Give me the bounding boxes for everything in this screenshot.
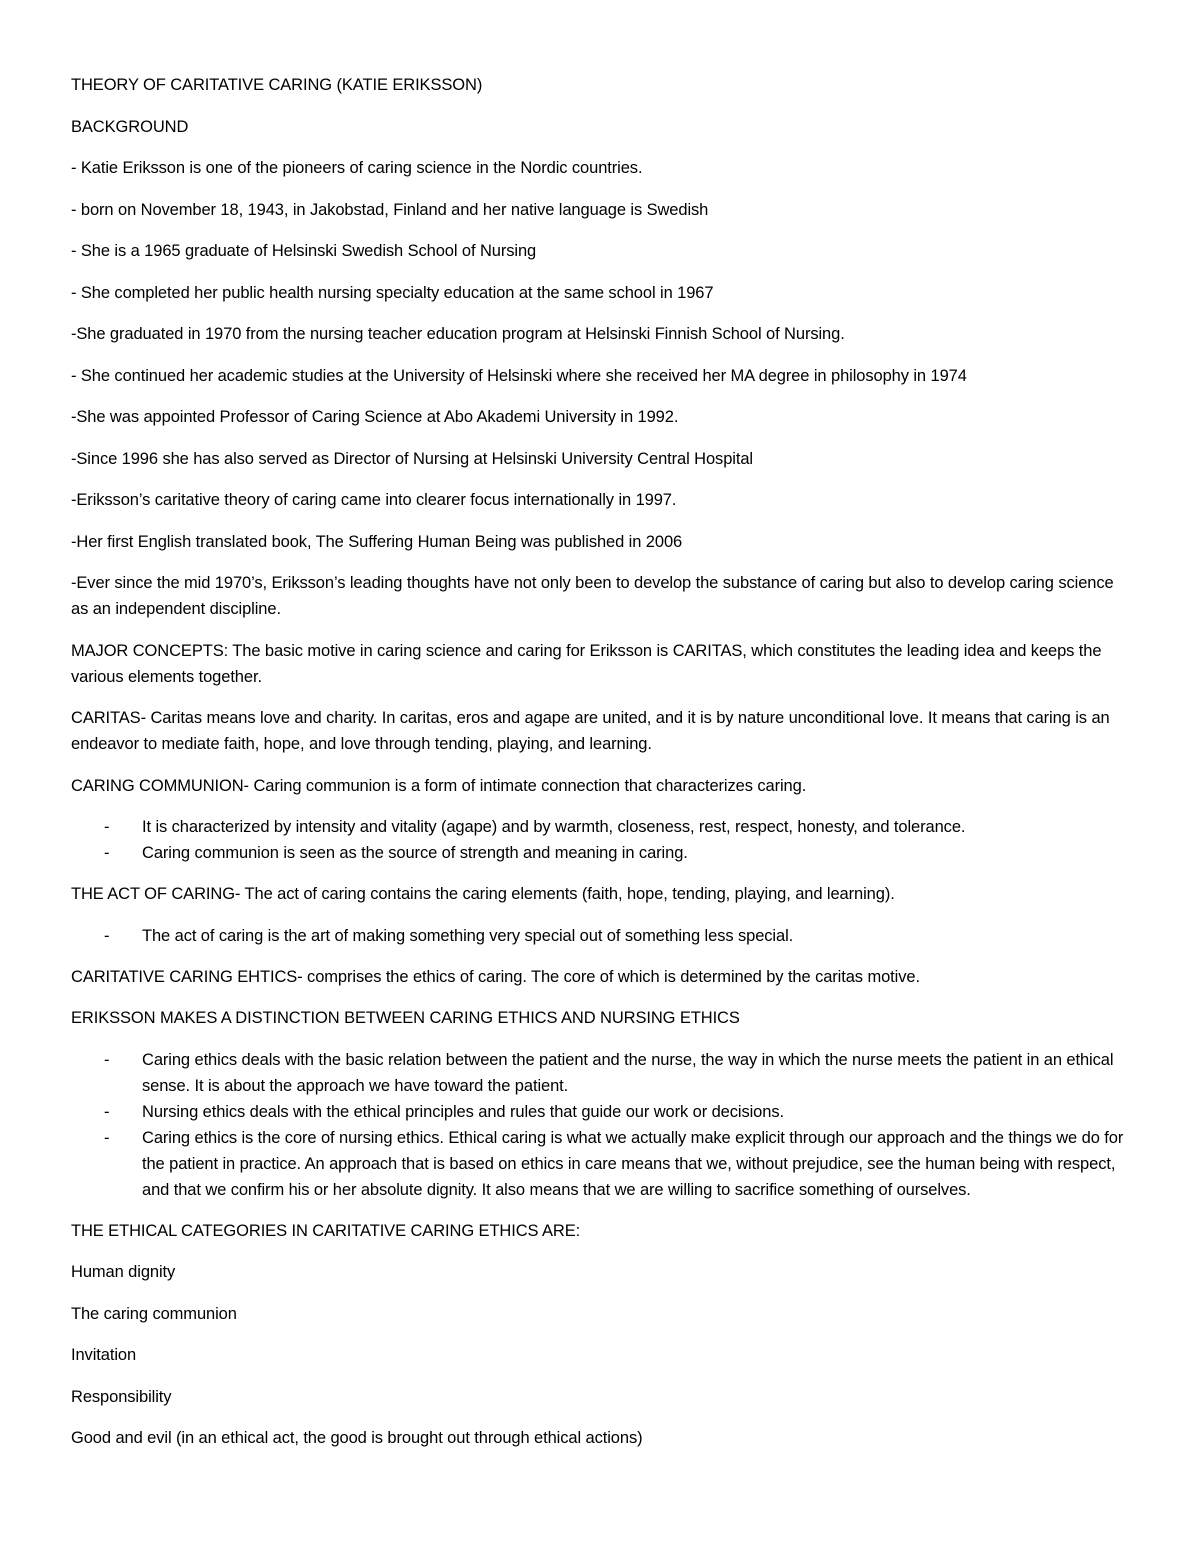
list-item <box>71 814 1131 840</box>
dash-bullet: - <box>104 1050 110 1069</box>
caring-communion-paragraph: CARING COMMUNION- Caring communion is a form of intimate connection that characterizes caring. <box>71 776 807 795</box>
list-item <box>71 1099 1131 1125</box>
list-item-text: Caring ethics is the core of nursing ethics. Ethical caring is what we actually make explicit through our approach and the things we do for the patient in practice. An approach that is based on ethics in care means that we, without prejudice, see the human being with respect, and that we confirm his or her absolute dignity. It also means that we are willing to sacrifice something of ourselves. <box>142 1128 1124 1199</box>
list-item <box>71 840 1131 866</box>
dash-bullet: - <box>104 1102 110 1121</box>
category-item: The caring communion <box>71 1304 237 1323</box>
background-item: -Ever since the mid 1970’s, Eriksson’s leading thoughts have not only been to develop the substance of caring but also to develop caring science as an independent discipline. <box>71 574 1114 618</box>
list-item-text: The act of caring is the art of making something very special out of something less special. <box>142 926 794 945</box>
distinction-list <box>71 1047 1131 1203</box>
category-item: Good and evil (in an ethical act, the good is brought out through ethical actions) <box>71 1429 643 1447</box>
caritative-ethics-paragraph: CARITATIVE CARING EHTICS- comprises the ethics of caring. The core of which is determined by the caritas motive. <box>71 967 920 986</box>
list-item <box>71 923 1131 949</box>
background-item: -Her first English translated book, The Suffering Human Being was published in 2006 <box>71 532 683 551</box>
dash-bullet: - <box>104 844 110 862</box>
category-item: Human dignity <box>71 1263 176 1281</box>
background-item: - born on November 18, 1943, in Jakobstad, Finland and her native language is Swedish <box>71 200 709 219</box>
background-item: - She continued her academic studies at the University of Helsinski where she received her MA degree in philosophy in 1974 <box>71 366 967 385</box>
background-item: - She completed her public health nursing specialty education at the same school in 1967 <box>71 283 714 302</box>
document-body <box>71 72 1131 1467</box>
category-item: Invitation <box>71 1346 137 1364</box>
distinction-heading: ERIKSSON MAKES A DISTINCTION BETWEEN CARING ETHICS AND NURSING ETHICS <box>71 1009 740 1027</box>
background-heading: BACKGROUND <box>71 117 189 136</box>
act-of-caring-paragraph: THE ACT OF CARING- The act of caring contains the caring elements (faith, hope, tending, playing, and learning). <box>71 885 895 903</box>
list-item <box>71 1125 1131 1203</box>
list-item-text: Caring ethics deals with the basic relation between the patient and the nurse, the way in which the nurse meets the patient in an ethical sense. It is about the approach we have toward the patient. <box>142 1050 1114 1095</box>
document-title: THEORY OF CARITATIVE CARING (KATIE ERIKSSON) <box>71 76 483 94</box>
act-of-caring-list <box>71 923 1131 949</box>
categories-heading: THE ETHICAL CATEGORIES IN CARITATIVE CARING ETHICS ARE: <box>71 1221 581 1240</box>
list-item <box>71 1047 1131 1099</box>
background-item: -Since 1996 she has also served as Director of Nursing at Helsinski University Central Hospital <box>71 449 753 468</box>
dash-bullet: - <box>104 818 110 836</box>
background-item: -Eriksson’s caritative theory of caring came into clearer focus internationally in 1997. <box>71 491 677 509</box>
caritas-paragraph: CARITAS- Caritas means love and charity. In caritas, eros and agape are united, and it is by nature unconditional love. It means that caring is an endeavor to mediate faith, hope, and love through tending, playing, and learning. <box>71 709 1110 753</box>
background-item: -She was appointed Professor of Caring Science at Abo Akademi University in 1992. <box>71 408 679 426</box>
dash-bullet: - <box>104 926 110 945</box>
major-concepts-paragraph: MAJOR CONCEPTS: The basic motive in caring science and caring for Eriksson is CARITAS, which constitutes the leading idea and keeps the various elements together. <box>71 641 1102 686</box>
background-item: - She is a 1965 graduate of Helsinski Swedish School of Nursing <box>71 242 537 260</box>
caring-communion-list <box>71 814 1131 866</box>
background-item: - Katie Eriksson is one of the pioneers of caring science in the Nordic countries. <box>71 159 643 177</box>
list-item-text: It is characterized by intensity and vitality (agape) and by warmth, closeness, rest, respect, honesty, and tolerance. <box>142 818 966 836</box>
category-item: Responsibility <box>71 1387 172 1406</box>
list-item-text: Caring communion is seen as the source of strength and meaning in caring. <box>142 844 688 862</box>
dash-bullet: - <box>104 1128 110 1147</box>
list-item-text: Nursing ethics deals with the ethical principles and rules that guide our work or decisions. <box>142 1102 784 1121</box>
background-item: -She graduated in 1970 from the nursing teacher education program at Helsinski Finnish School of Nursing. <box>71 325 845 343</box>
